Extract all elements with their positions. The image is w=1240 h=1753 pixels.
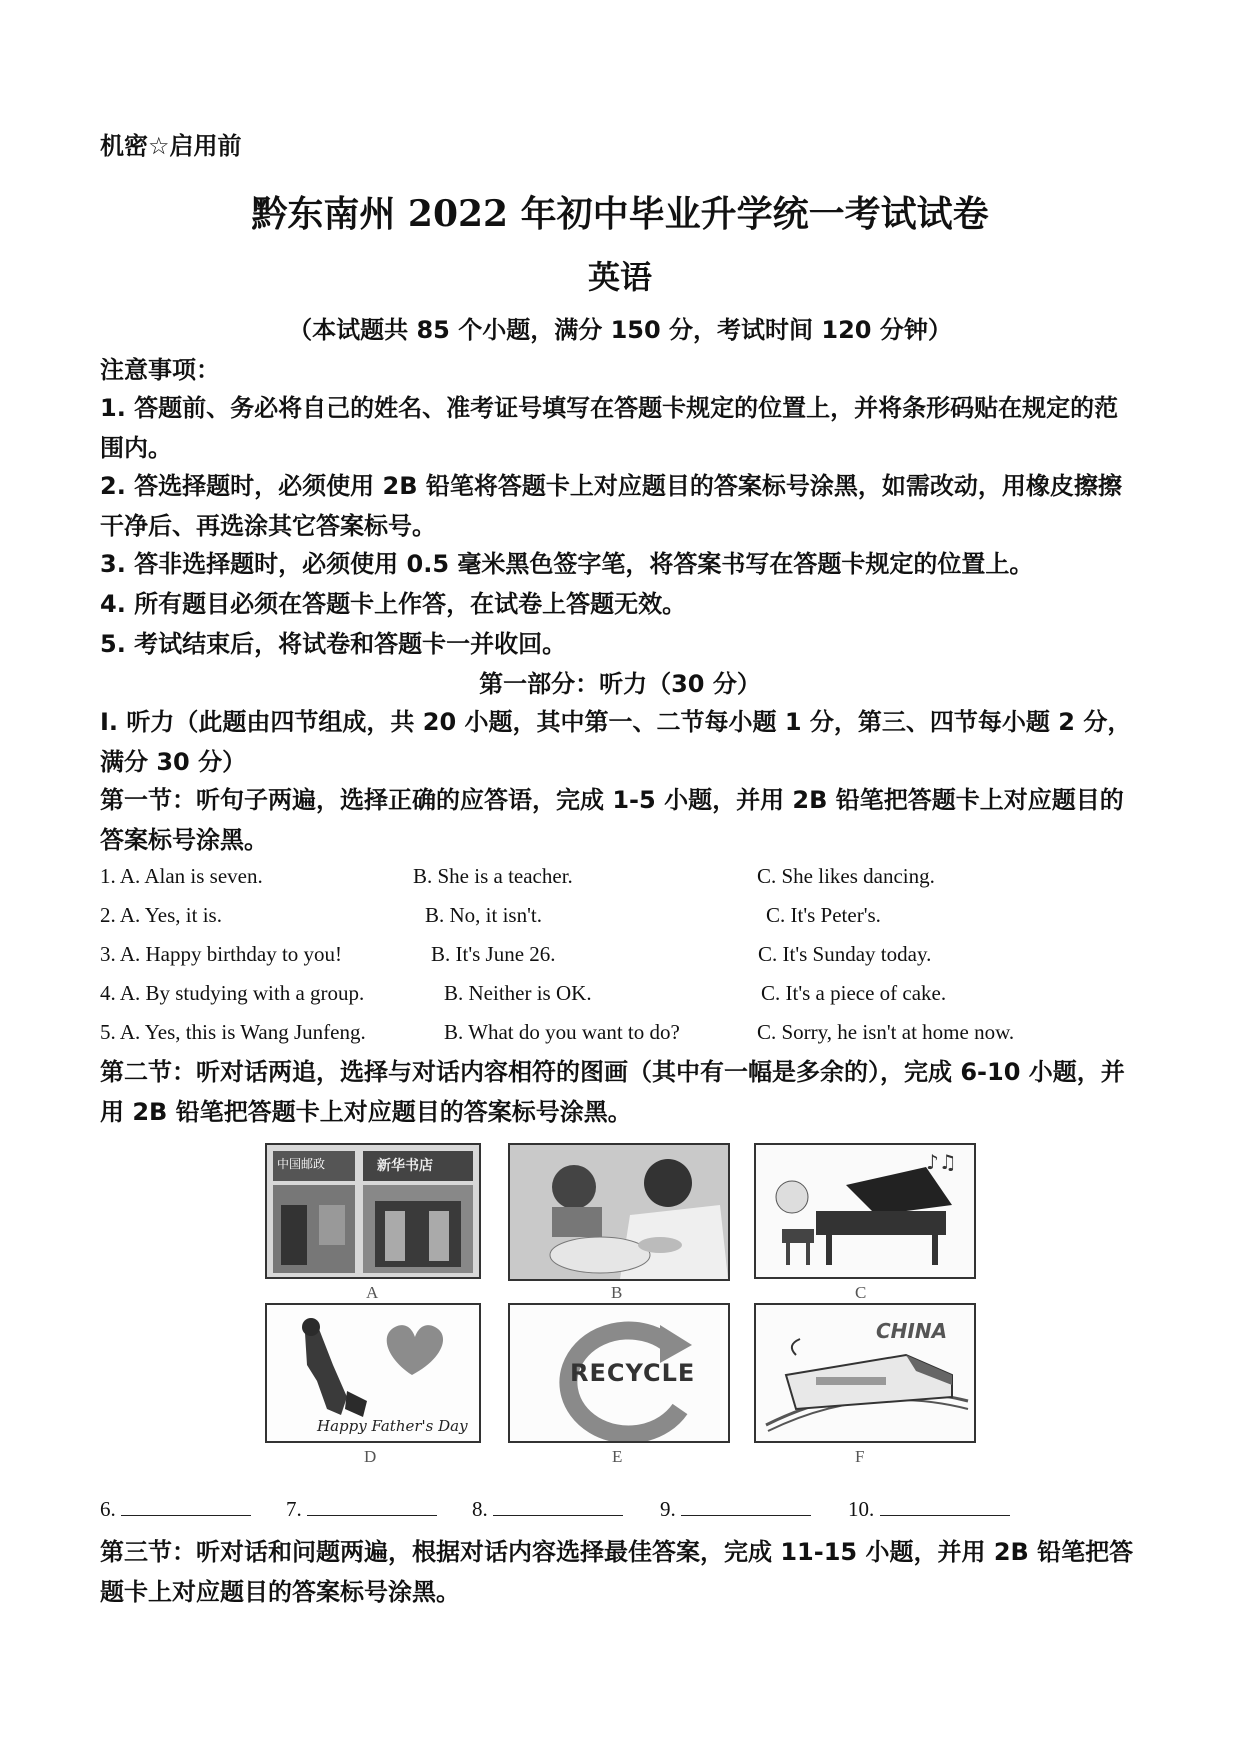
q2-option-a: 2. A. Yes, it is.: [100, 903, 222, 927]
note-item: 3. 答非选择题时，必须使用 0.5 毫米黑色签字笔，将答案书写在答题卡规定的位置上。: [100, 550, 1034, 578]
picture-e-label: E: [612, 1447, 623, 1466]
q4-option-c: C. It's a piece of cake.: [761, 981, 947, 1005]
q3-option-a: 3. A. Happy birthday to you!: [100, 942, 343, 966]
picture-f: [754, 1303, 976, 1443]
q1-option-c: C. She likes dancing.: [757, 864, 935, 888]
q5-option-c: C. Sorry, he isn't at home now.: [757, 1020, 1015, 1044]
picture-b-label: B: [611, 1283, 623, 1302]
blank-line: [307, 1495, 437, 1516]
q2-option-b: B. No, it isn't.: [425, 903, 542, 927]
exam-title: 黔东南州 2022 年初中毕业升学统一考试试卷: [251, 193, 989, 235]
picture-d-label: D: [364, 1447, 377, 1466]
section3-instructions: 第三节：听对话和问题两遍，根据对话内容选择最佳答案，完成 11-15 小题，并用 2B 铅笔把答题卡上对应题目的答案标号涂黑。: [100, 1538, 1134, 1606]
answer-number: 10.: [848, 1497, 875, 1521]
q4-option-a: 4. A. By studying with a group.: [100, 981, 365, 1005]
blank-line: [493, 1495, 623, 1516]
answer-blank-9[interactable]: [660, 1495, 811, 1522]
blank-line: [880, 1495, 1010, 1516]
listening-intro: Ⅰ. 听力（此题由四节组成，共 20 小题，其中第一、二节每小题 1 分，第三、四节每小题 2 分，满分 30 分）: [100, 708, 1132, 776]
piano-music-image: [756, 1145, 974, 1277]
post-office-sign: 中国邮政: [277, 1157, 326, 1171]
blank-line: [681, 1495, 811, 1516]
q2-option-c: C. It's Peter's.: [766, 903, 881, 927]
blank-line: [121, 1495, 251, 1516]
answer-blank-10[interactable]: [848, 1495, 1010, 1522]
china-caption: CHINA: [876, 1319, 948, 1343]
picture-b: [508, 1143, 730, 1281]
answer-number: 7.: [286, 1497, 302, 1521]
svg-text:♪♫: ♪♫: [926, 1150, 957, 1174]
picture-c-label: C: [855, 1283, 867, 1302]
exam-info: （本试题共 85 个小题，满分 150 分，考试时间 120 分钟）: [288, 316, 952, 344]
picture-a: [265, 1143, 481, 1279]
picture-e: [508, 1303, 730, 1443]
answer-blank-8[interactable]: [472, 1495, 623, 1522]
answer-blank-7[interactable]: [286, 1495, 437, 1522]
q3-option-c: C. It's Sunday today.: [758, 942, 932, 966]
section2-instructions: 第二节：听对话两追，选择与对话内容相符的图画（其中有一幅是多余的），完成 6-10 小题，并用 2B 铅笔把答题卡上对应题目的答案标号涂黑。: [100, 1058, 1125, 1126]
picture-f-label: F: [855, 1447, 865, 1466]
answer-blank-6[interactable]: [100, 1495, 251, 1522]
q4-option-b: B. Neither is OK.: [444, 981, 592, 1005]
notes-heading: 注意事项：: [100, 356, 220, 384]
q5-option-a: 5. A. Yes, this is Wang Junfeng.: [100, 1020, 366, 1044]
section1-instructions: 第一节：听句子两遍，选择正确的应答语，完成 1-5 小题，并用 2B 铅笔把答题卡上对应题目的答案标号涂黑。: [100, 786, 1124, 854]
note-item: 5. 考试结束后，将试卷和答题卡一并收回。: [100, 630, 567, 658]
q1-option-a: 1. A. Alan is seven.: [100, 864, 263, 888]
note-item: 2. 答选择题时，必须使用 2B 铅笔将答题卡上对应题目的答案标号涂黑，如需改动，用橡皮擦擦干净后、再选涂其它答案标号。: [100, 472, 1122, 540]
subject-title: 英语: [587, 258, 652, 296]
picture-a-label: A: [366, 1283, 379, 1302]
bookstore-sign: 新华书店: [377, 1158, 433, 1174]
confidential-label: 机密☆启用前: [100, 132, 242, 160]
part1-heading: 第一部分：听力（30 分）: [479, 670, 761, 698]
note-item: 1. 答题前、务必将自己的姓名、准考证号填写在答题卡规定的位置上，并将条形码贴在规定的范围内。: [100, 394, 1119, 462]
fathers-day-caption: Happy Father's Day: [317, 1417, 468, 1435]
q1-option-b: B. She is a teacher.: [413, 864, 573, 888]
answer-number: 8.: [472, 1497, 488, 1521]
answer-number: 9.: [660, 1497, 676, 1521]
recycle-caption: RECYCLE: [570, 1359, 696, 1387]
picture-d: [265, 1303, 481, 1443]
q3-option-b: B. It's June 26.: [431, 942, 556, 966]
note-item: 4. 所有题目必须在答题卡上作答，在试卷上答题无效。: [100, 590, 687, 618]
q5-option-b: B. What do you want to do?: [444, 1020, 680, 1044]
answer-number: 6.: [100, 1497, 116, 1521]
picture-c: [754, 1143, 976, 1279]
cooking-photo-image: [510, 1145, 728, 1279]
